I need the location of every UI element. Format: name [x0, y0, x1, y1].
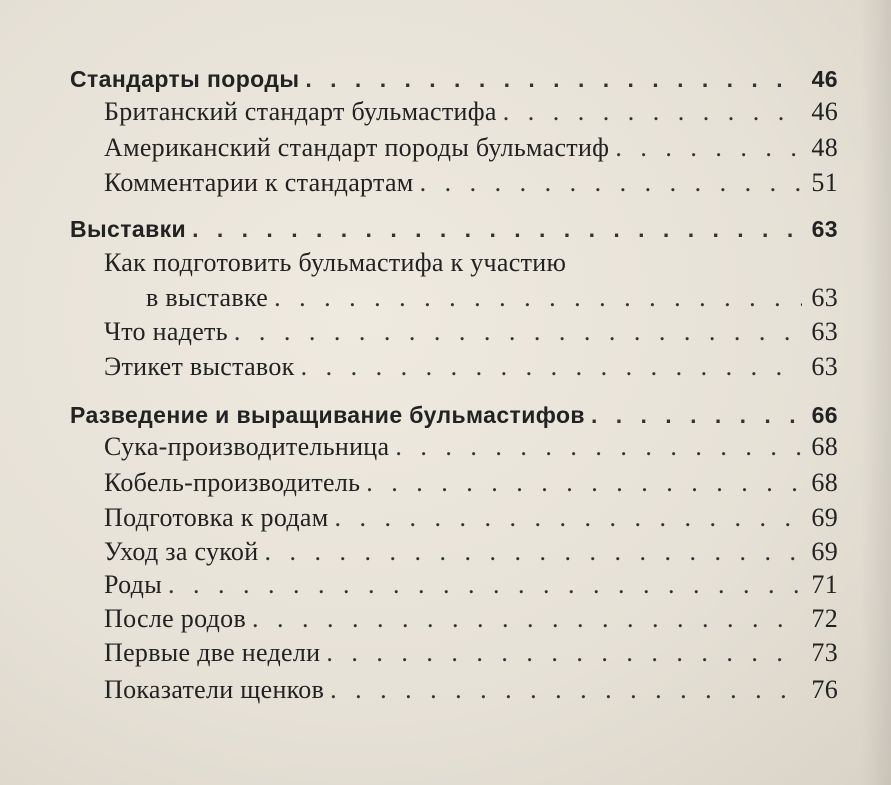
toc-entry-title: Роды: [104, 570, 162, 599]
toc-page-number: 46: [811, 66, 838, 92]
toc-entry: [104, 568, 838, 602]
dot-leader: [330, 673, 802, 707]
dot-leader: [503, 95, 802, 129]
dot-leader: [168, 568, 802, 602]
toc-entry-title: Разведение и выращивание бульмастифов: [70, 402, 585, 428]
toc-page-number: 46: [811, 97, 838, 126]
dot-leader: [335, 501, 802, 535]
toc-section-breeding: [70, 398, 838, 432]
dot-leader: [264, 535, 802, 569]
toc-entry-title: Американский стандарт породы бульмастиф: [104, 133, 610, 162]
toc-entry-title: Комментарии к стандартам: [104, 168, 414, 197]
toc-entry-title: в выставке: [146, 283, 269, 312]
toc-page-number: 63: [811, 216, 838, 242]
toc-entry: [104, 430, 838, 464]
toc-page-number: 73: [811, 638, 838, 667]
toc-entry-title: Подготовка к родам: [104, 503, 329, 532]
toc-page-number: 71: [811, 570, 838, 599]
dot-leader: [252, 602, 802, 636]
dot-leader: [420, 166, 802, 200]
toc-entry: [104, 350, 838, 384]
dot-leader: [301, 350, 802, 384]
toc-entry-title: Выставки: [70, 216, 187, 242]
toc-entry: [104, 131, 838, 165]
toc-page-number: 69: [811, 503, 838, 532]
toc-entry-title: После родов: [104, 604, 247, 633]
dot-leader: [615, 131, 802, 165]
dot-leader: [305, 62, 802, 96]
toc-page-number: 72: [811, 604, 838, 633]
dot-leader: [326, 636, 802, 670]
dot-leader: [274, 281, 802, 315]
toc-entry: [104, 636, 838, 670]
toc-entry: [104, 246, 838, 280]
toc-entry: [104, 535, 838, 569]
toc-entry-title: Что надеть: [104, 317, 228, 346]
toc-entry-title: Британский стандарт бульмастифа: [104, 97, 497, 126]
toc-section-shows: [70, 212, 838, 246]
toc-page-number: 76: [811, 675, 838, 704]
toc-page-number: 63: [811, 317, 838, 346]
toc-entry-title: Показатели щенков: [104, 675, 325, 704]
toc-page-number: 66: [811, 402, 838, 428]
dot-leader: [192, 212, 802, 246]
toc-entry: [104, 602, 838, 636]
toc-entry: [104, 166, 838, 200]
toc-entry-title: Этикет выставок: [104, 352, 295, 381]
toc-page-number: 63: [811, 352, 838, 381]
toc-entry-title: Уход за сукой: [104, 537, 259, 566]
toc-entry-title: Кобель-производитель: [104, 468, 361, 497]
toc-entry-title: Стандарты породы: [70, 66, 300, 92]
toc-entry-title: Первые две недели: [104, 638, 321, 667]
toc-entry-title: Сука-производительница: [104, 432, 390, 461]
page-gutter-shadow: [861, 0, 891, 785]
dot-leader: [395, 430, 802, 464]
dot-leader: [234, 315, 802, 349]
dot-leader: [366, 466, 802, 500]
toc-page-number: 69: [811, 537, 838, 566]
toc-entry: [104, 95, 838, 129]
toc-page-number: 51: [811, 168, 838, 197]
toc-page-number: 48: [811, 133, 838, 162]
toc-entry: [104, 466, 838, 500]
toc-entry-title: Как подготовить бульмастифа к участию: [104, 248, 567, 277]
toc-entry: [104, 501, 838, 535]
toc-entry: [104, 315, 838, 349]
toc-page-number: 63: [811, 283, 838, 312]
toc-section-breed-standards: [70, 62, 838, 96]
toc-entry: [104, 673, 838, 707]
dot-leader: [591, 398, 802, 432]
toc-page-number: 68: [811, 468, 838, 497]
toc-page-number: 68: [811, 432, 838, 461]
toc-entry: [146, 281, 838, 315]
